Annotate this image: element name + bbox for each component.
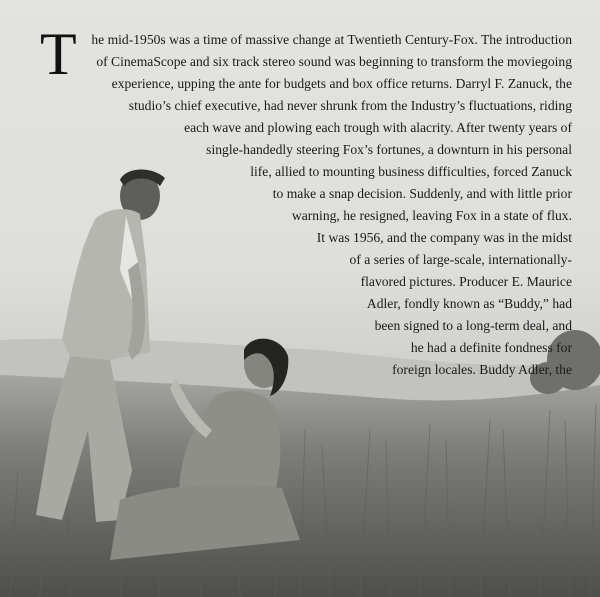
text-line: single-handedly steering Fox’s fortunes, a downturn in his personal <box>206 142 572 157</box>
drop-cap: T <box>40 21 77 87</box>
text-line: of a series of large-scale, internationally- <box>349 252 572 267</box>
text-line: warning, he resigned, leaving Fox in a state of flux. <box>291 208 572 223</box>
text-line: experience, upping the ante for budgets and box office returns. Darryl F. Zanuck, the <box>111 76 572 91</box>
text-line: It was 1956, and the company was in the midst <box>316 230 572 245</box>
text-line: been signed to a long-term deal, and <box>374 318 572 333</box>
text-line: foreign locales. Buddy Adler, the <box>392 362 572 377</box>
text-line: to make a snap decision. Suddenly, and with little prior <box>272 186 572 201</box>
text-line: he mid-1950s was a time of massive change at Twentieth Century-Fox. The introduction <box>91 32 572 47</box>
text-line: flavored pictures. Producer E. Maurice <box>360 274 572 289</box>
text-line: life, allied to mounting business difficulties, forced Zanuck <box>250 164 572 179</box>
text-line: of CinemaScope and six track stereo sound was beginning to transform the moviegoing <box>96 54 572 69</box>
text-line: he had a definite fondness for <box>410 340 572 355</box>
text-line: studio’s chief executive, had never shrunk from the Industry’s fluctuations, riding <box>128 98 572 113</box>
text-line: each wave and plowing each trough with alacrity. After twenty years of <box>184 120 572 135</box>
text-line: Adler, fondly known as “Buddy,” had <box>366 296 572 311</box>
